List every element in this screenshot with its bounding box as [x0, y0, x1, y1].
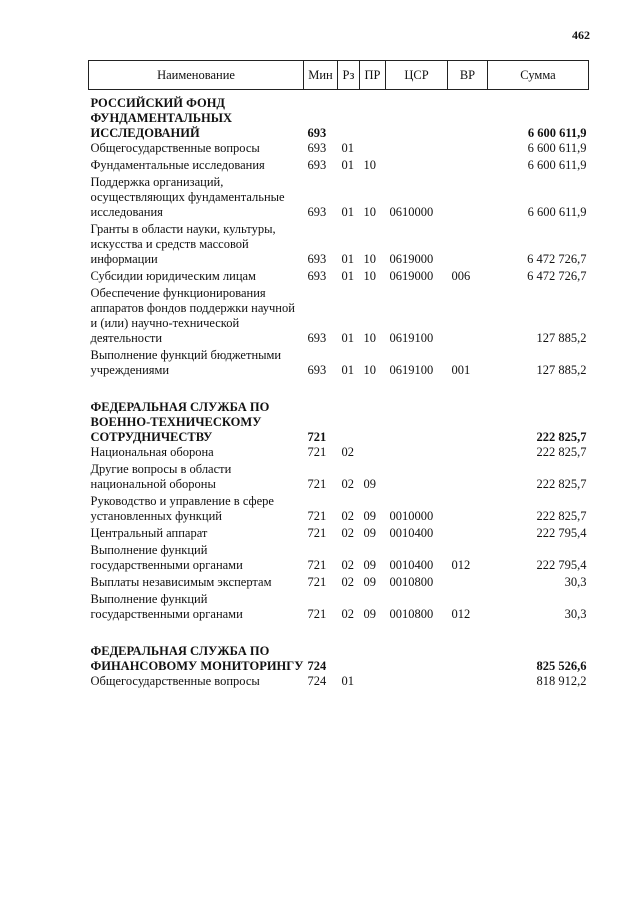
- cell-rz: 01: [341, 141, 354, 155]
- cell-name: Общегосударственные вопросы: [90, 141, 260, 155]
- section-row: [89, 96, 589, 141]
- cell-csr: 0610000: [389, 205, 434, 219]
- table-row: [89, 141, 589, 158]
- cell-rz: 02: [341, 526, 354, 540]
- spacer-row: [89, 624, 589, 644]
- section-pr: [360, 400, 386, 445]
- cell-pr: 09: [363, 558, 376, 572]
- cell-rz: 01: [341, 674, 354, 688]
- section-pr: [360, 96, 386, 141]
- cell-vr: [448, 462, 488, 494]
- cell-sum: 30,3: [564, 575, 587, 589]
- cell-min: 721: [307, 477, 327, 491]
- table-row: [89, 462, 589, 494]
- cell-pr: 09: [363, 509, 376, 523]
- cell-min: 721: [307, 445, 327, 459]
- table-header: [89, 61, 589, 90]
- section-csr: [386, 644, 448, 674]
- cell-vr: 012: [451, 558, 471, 572]
- cell-min: 721: [307, 575, 327, 589]
- cell-rz: 02: [341, 575, 354, 589]
- cell-vr: [448, 286, 488, 348]
- cell-csr: 0010400: [389, 558, 434, 572]
- cell-rz: 01: [341, 331, 354, 345]
- cell-name: Обеспечение функционирования аппаратов фондов поддержки научной и (или) научно-технической деятельности: [90, 286, 295, 345]
- table-row: [89, 592, 589, 624]
- cell-vr: [448, 494, 488, 526]
- cell-pr: 10: [363, 269, 376, 283]
- cell-csr: 0619000: [389, 252, 434, 266]
- cell-rz: 01: [341, 252, 354, 266]
- cell-name: Центральный аппарат: [90, 526, 208, 540]
- section-row: [89, 400, 589, 445]
- cell-csr: [386, 445, 448, 462]
- cell-rz: 01: [341, 205, 354, 219]
- cell-rz: 02: [341, 607, 354, 621]
- cell-min: 721: [307, 509, 327, 523]
- cell-vr: 001: [451, 363, 471, 377]
- cell-vr: 012: [451, 607, 471, 621]
- cell-name: Фундаментальные исследования: [90, 158, 265, 172]
- cell-sum: 127 885,2: [536, 331, 587, 345]
- cell-pr: 09: [363, 575, 376, 589]
- section-rz: [338, 400, 360, 445]
- page-number: 462: [572, 28, 590, 42]
- cell-min: 693: [307, 205, 327, 219]
- table-row: [89, 543, 589, 575]
- section-rz: [338, 644, 360, 674]
- budget-table: [88, 60, 589, 691]
- cell-csr: [386, 158, 448, 175]
- cell-sum: 222 825,7: [536, 509, 587, 523]
- cell-csr: 0010400: [389, 526, 434, 540]
- cell-sum: 222 825,7: [536, 477, 587, 491]
- header-name: Наименование: [89, 61, 304, 90]
- section-vr: [448, 400, 488, 445]
- spacer-cell: [89, 624, 589, 644]
- cell-rz: 02: [341, 445, 354, 459]
- cell-vr: [448, 222, 488, 269]
- cell-vr: [448, 158, 488, 175]
- section-sum: 222 825,7: [536, 430, 587, 444]
- cell-pr: [360, 674, 386, 691]
- table-row: [89, 494, 589, 526]
- cell-csr: 0619000: [389, 269, 434, 283]
- cell-name: Выполнение функций государственными органами: [90, 543, 243, 572]
- table-row: [89, 526, 589, 543]
- cell-csr: 0619100: [389, 363, 434, 377]
- cell-name: Выплаты независимым экспертам: [90, 575, 272, 589]
- cell-min: 724: [307, 674, 327, 688]
- cell-pr: 10: [363, 158, 376, 172]
- cell-pr: 10: [363, 205, 376, 219]
- header-csr: ЦСР: [386, 61, 448, 90]
- section-min: 721: [307, 430, 327, 444]
- cell-vr: [448, 445, 488, 462]
- section-min: 724: [307, 659, 327, 673]
- cell-csr: 0010000: [389, 509, 434, 523]
- header-sum: Сумма: [488, 61, 589, 90]
- cell-name: Гранты в области науки, культуры, искусства и средств массовой информации: [90, 222, 276, 266]
- cell-pr: 10: [363, 252, 376, 266]
- cell-pr: 09: [363, 526, 376, 540]
- cell-vr: [448, 175, 488, 222]
- cell-name: Субсидии юридическим лицам: [90, 269, 256, 283]
- section-min: 693: [307, 126, 327, 140]
- cell-sum: 6 600 611,9: [527, 205, 587, 219]
- cell-rz: 01: [341, 158, 354, 172]
- table-body: [89, 90, 589, 692]
- cell-name: Выполнение функций бюджетными учреждениями: [90, 348, 282, 377]
- cell-vr: [448, 141, 488, 158]
- spacer-row: [89, 380, 589, 400]
- cell-rz: 01: [341, 269, 354, 283]
- cell-vr: 006: [451, 269, 471, 283]
- cell-rz: 02: [341, 509, 354, 523]
- section-title: ФЕДЕРАЛЬНАЯ СЛУЖБА ПО ФИНАНСОВОМУ МОНИТОРИНГУ: [90, 644, 304, 673]
- header-min: Мин: [304, 61, 338, 90]
- cell-min: 721: [307, 526, 327, 540]
- header-rz: Рз: [338, 61, 360, 90]
- table-row: [89, 674, 589, 691]
- cell-sum: 6 472 726,7: [527, 252, 587, 266]
- section-rz: [338, 96, 360, 141]
- cell-min: 721: [307, 607, 327, 621]
- cell-name: Руководство и управление в сфере установленных функций: [90, 494, 274, 523]
- cell-sum: 6 600 611,9: [527, 158, 587, 172]
- cell-pr: [360, 445, 386, 462]
- cell-sum: 6 600 611,9: [527, 141, 587, 155]
- cell-pr: 10: [363, 363, 376, 377]
- table-row: [89, 269, 589, 286]
- spacer-cell: [89, 380, 589, 400]
- cell-min: 693: [307, 252, 327, 266]
- table-row: [89, 175, 589, 222]
- table-row: [89, 348, 589, 380]
- header-vr: ВР: [448, 61, 488, 90]
- cell-pr: 09: [363, 477, 376, 491]
- cell-sum: 818 912,2: [536, 674, 587, 688]
- section-pr: [360, 644, 386, 674]
- table-row: [89, 445, 589, 462]
- cell-sum: 222 795,4: [536, 526, 587, 540]
- header-pr: ПР: [360, 61, 386, 90]
- cell-name: Выполнение функций государственными органами: [90, 592, 243, 621]
- table-row: [89, 286, 589, 348]
- cell-name: Национальная оборона: [90, 445, 214, 459]
- section-vr: [448, 96, 488, 141]
- section-vr: [448, 644, 488, 674]
- cell-csr: [386, 141, 448, 158]
- cell-rz: 02: [341, 558, 354, 572]
- table-row: [89, 158, 589, 175]
- cell-pr: [360, 141, 386, 158]
- cell-vr: [448, 674, 488, 691]
- cell-csr: 0619100: [389, 331, 434, 345]
- section-title: ФЕДЕРАЛЬНАЯ СЛУЖБА ПО ВОЕННО-ТЕХНИЧЕСКОМУ СОТРУДНИЧЕСТВУ: [90, 400, 270, 444]
- cell-sum: 222 795,4: [536, 558, 587, 572]
- cell-min: 693: [307, 269, 327, 283]
- cell-sum: 6 472 726,7: [527, 269, 587, 283]
- cell-sum: 127 885,2: [536, 363, 587, 377]
- section-csr: [386, 400, 448, 445]
- cell-name: Поддержка организаций, осуществляющих фундаментальные исследования: [90, 175, 285, 219]
- cell-rz: 01: [341, 363, 354, 377]
- section-csr: [386, 96, 448, 141]
- cell-min: 693: [307, 363, 327, 377]
- cell-sum: 222 825,7: [536, 445, 587, 459]
- cell-rz: 02: [341, 477, 354, 491]
- cell-sum: 30,3: [564, 607, 587, 621]
- section-sum: 6 600 611,9: [527, 126, 587, 140]
- cell-pr: 09: [363, 607, 376, 621]
- cell-min: 721: [307, 558, 327, 572]
- cell-pr: 10: [363, 331, 376, 345]
- cell-csr: 0010800: [389, 607, 434, 621]
- cell-name: Общегосударственные вопросы: [90, 674, 260, 688]
- cell-name: Другие вопросы в области национальной обороны: [90, 462, 232, 491]
- section-sum: 825 526,6: [536, 659, 587, 673]
- cell-vr: [448, 526, 488, 543]
- table-row: [89, 222, 589, 269]
- cell-vr: [448, 575, 488, 592]
- cell-min: 693: [307, 331, 327, 345]
- cell-min: 693: [307, 158, 327, 172]
- cell-csr: [386, 674, 448, 691]
- section-title: РОССИЙСКИЙ ФОНД ФУНДАМЕНТАЛЬНЫХ ИССЛЕДОВАНИЙ: [90, 96, 233, 140]
- section-row: [89, 644, 589, 674]
- cell-min: 693: [307, 141, 327, 155]
- cell-csr: 0010800: [389, 575, 434, 589]
- cell-csr: [386, 462, 448, 494]
- table-row: [89, 575, 589, 592]
